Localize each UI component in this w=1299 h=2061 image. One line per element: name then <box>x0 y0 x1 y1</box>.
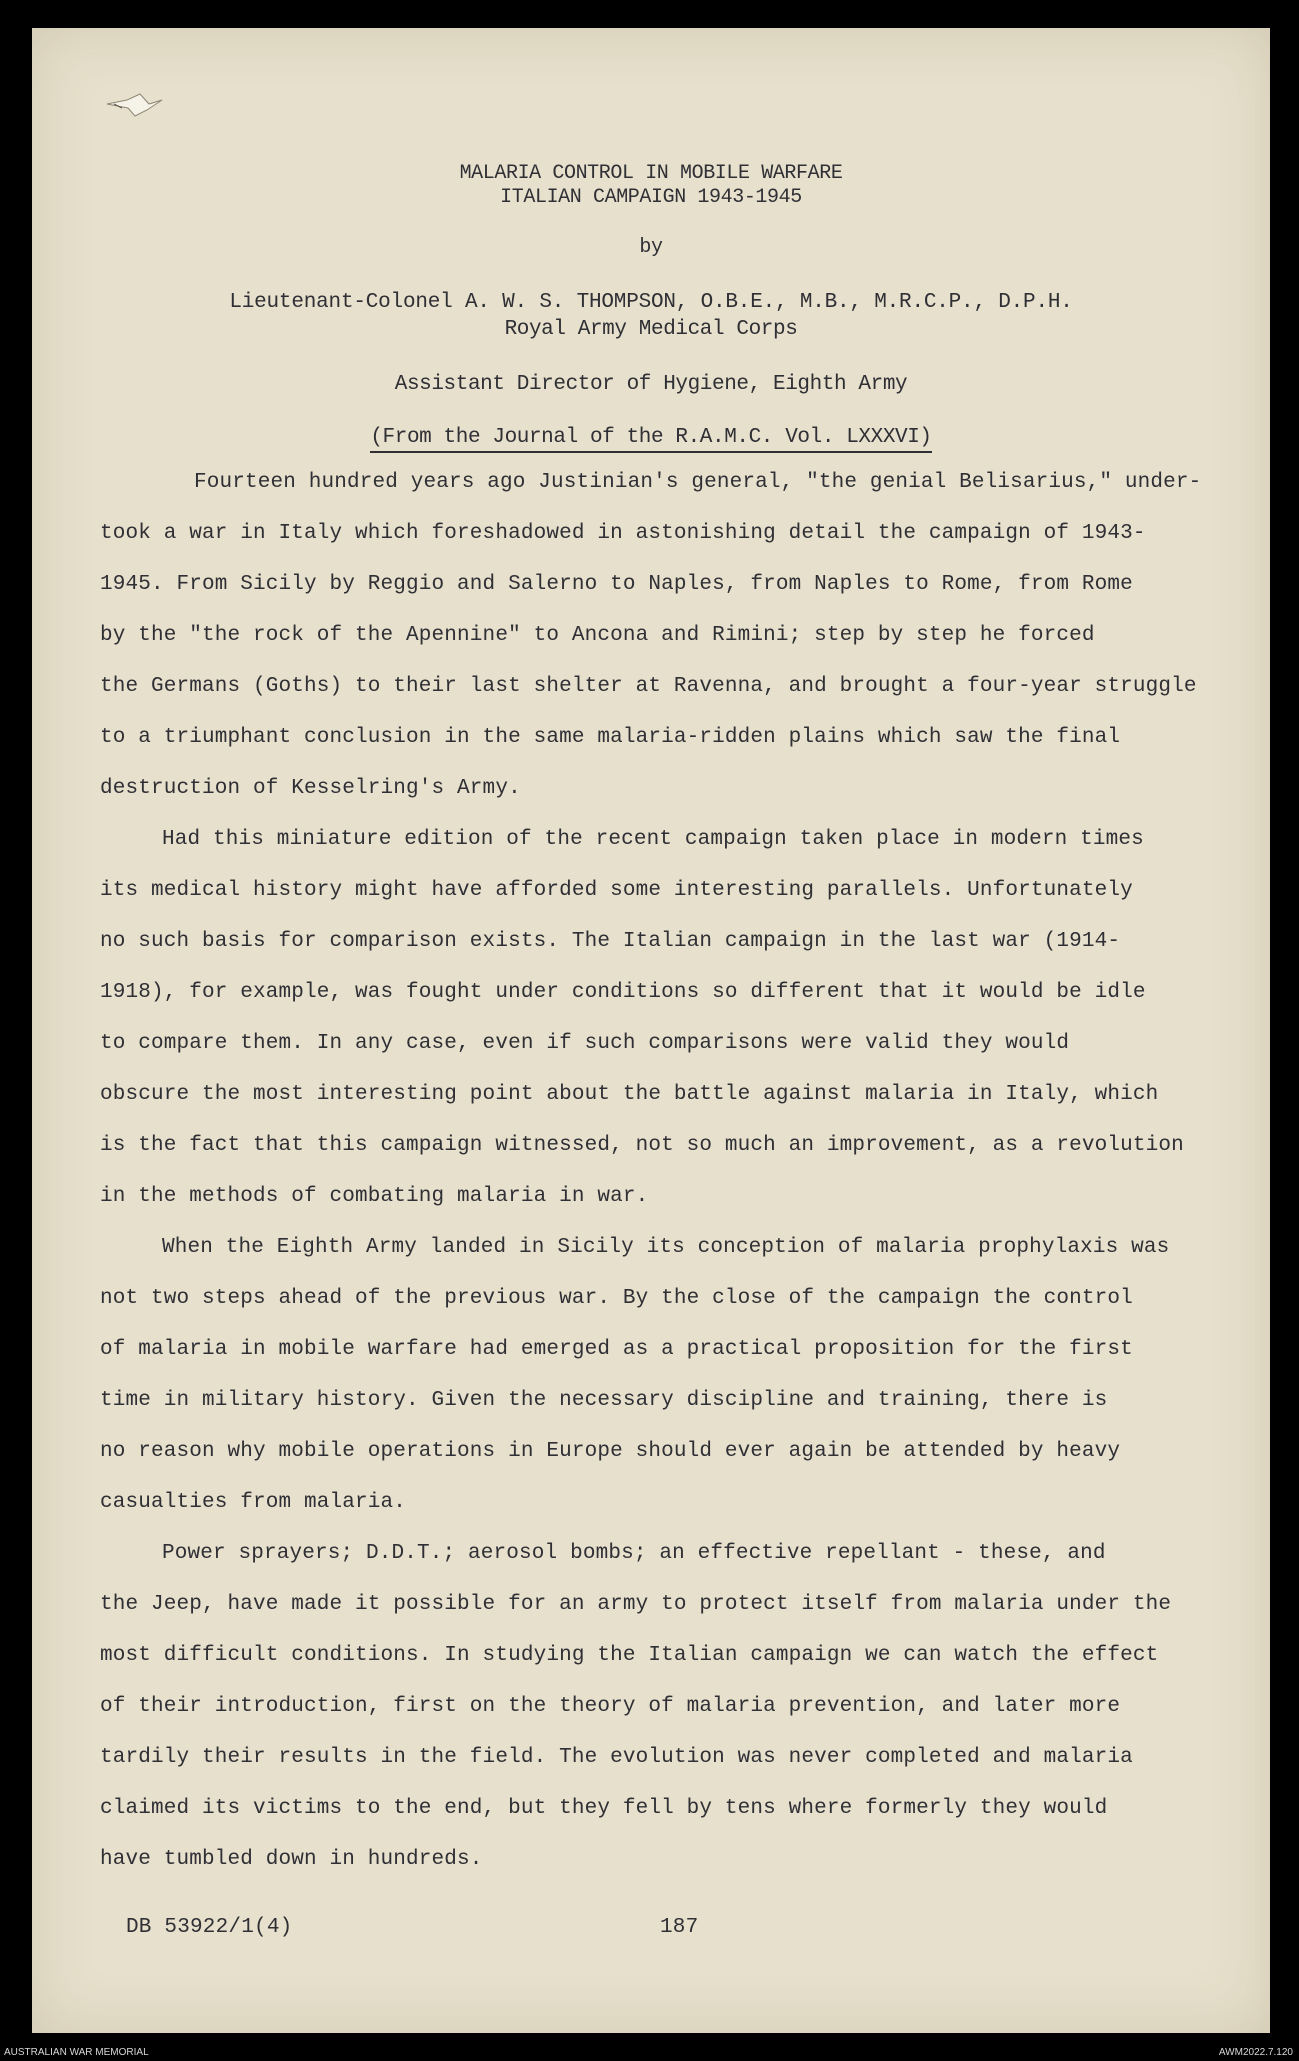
paragraph-3-line-3: of malaria in mobile warfare had emerged as a practical proposition for the first <box>100 1338 1133 1361</box>
paragraph-1-line-4: by the "the rock of the Apennine" to Ancona and Rimini; step by step he forced <box>100 624 1095 647</box>
paragraph-2-line-2: its medical history might have afforded some interesting parallels. Unfortunately <box>100 879 1133 902</box>
paragraph-2-line-8: in the methods of combating malaria in war. <box>100 1185 649 1208</box>
paragraph-2-line-5: to compare them. In any case, even if such comparisons were valid they would <box>100 1032 1070 1055</box>
paragraph-1-line-5: the Germans (Goths) to their last shelter at Ravenna, and brought a four-year struggle <box>100 675 1197 698</box>
paragraph-1-line-1: Fourteen hundred years ago Justinian's general, "the genial Belisarius," under- <box>194 471 1202 494</box>
paragraph-1-line-3: 1945. From Sicily by Reggio and Salerno to Naples, from Naples to Rome, from Rome <box>100 573 1133 596</box>
source-line <box>32 426 1270 449</box>
paragraph-4-line-3: most difficult conditions. In studying the Italian campaign we can watch the effect <box>100 1644 1159 1667</box>
document-title-line-2: ITALIAN CAMPAIGN 1943-1945 <box>500 186 802 209</box>
paper-damage-mark <box>102 86 172 126</box>
paragraph-4-line-1: Power sprayers; D.D.T.; aerosol bombs; an effective repellant - these, and <box>162 1542 1106 1565</box>
document-reference: DB 53922/1(4) <box>126 1916 293 1939</box>
paragraph-3-line-1: When the Eighth Army landed in Sicily its conception of malaria prophylaxis was <box>162 1236 1170 1259</box>
paragraph-2-line-4: 1918), for example, was fought under conditions so different that it would be idle <box>100 981 1146 1004</box>
archive-strip <box>0 2045 1299 2061</box>
paragraph-4-line-2: the Jeep, have made it possible for an army to protect itself from malaria under the <box>100 1593 1172 1616</box>
paragraph-2-line-6: obscure the most interesting point about the battle against malaria in Italy, which <box>100 1083 1159 1106</box>
role-line: Assistant Director of Hygiene, Eighth Army <box>394 373 908 396</box>
paragraph-4-line-7: have tumbled down in hundreds. <box>100 1848 483 1871</box>
paragraph-1-line-2: took a war in Italy which foreshadowed in astonishing detail the campaign of 1943- <box>100 522 1146 545</box>
paragraph-2-line-1: Had this miniature edition of the recent campaign taken place in modern times <box>162 828 1144 851</box>
paragraph-2-line-7: is the fact that this campaign witnessed, not so much an improvement, as a revolution <box>100 1134 1184 1157</box>
author-line: Lieutenant-Colonel A. W. S. THOMPSON, O.B.E., M.B., M.R.C.P., D.P.H. <box>229 291 1073 314</box>
paragraph-3-line-2: not two steps ahead of the previous war. By the close of the campaign the control <box>100 1287 1133 1310</box>
paragraph-4-line-5: tardily their results in the field. The evolution was never completed and malaria <box>100 1746 1133 1769</box>
archive-reference: AWM2022.7.120 <box>1218 2047 1293 2058</box>
paragraph-3-line-5: no reason why mobile operations in Europe should ever again be attended by heavy <box>100 1440 1121 1463</box>
document-title-line-1: MALARIA CONTROL IN MOBILE WARFARE <box>459 162 843 185</box>
paragraph-3-line-6: casualties from malaria. <box>100 1491 407 1514</box>
paragraph-1-line-7: destruction of Kesselring's Army. <box>100 777 521 800</box>
paragraph-1-line-6: to a triumphant conclusion in the same malaria-ridden plains which saw the final <box>100 726 1121 749</box>
page-number: 187 <box>660 1916 699 1939</box>
byline-label: by <box>639 236 663 259</box>
archive-name: AUSTRALIAN WAR MEMORIAL <box>4 2047 149 2058</box>
paragraph-4-line-6: claimed its victims to the end, but they fell by tens where formerly they would <box>100 1797 1108 1820</box>
paragraph-2-line-3: no such basis for comparison exists. The Italian campaign in the last war (1914- <box>100 930 1121 953</box>
paragraph-4-line-4: of their introduction, first on the theory of malaria prevention, and later more <box>100 1695 1121 1718</box>
document-page <box>32 28 1270 2033</box>
source-text: (From the Journal of the R.A.M.C. Vol. LXXXVI) <box>370 426 931 453</box>
paragraph-3-line-4: time in military history. Given the necessary discipline and training, there is <box>100 1389 1108 1412</box>
corps-line: Royal Army Medical Corps <box>504 318 798 341</box>
